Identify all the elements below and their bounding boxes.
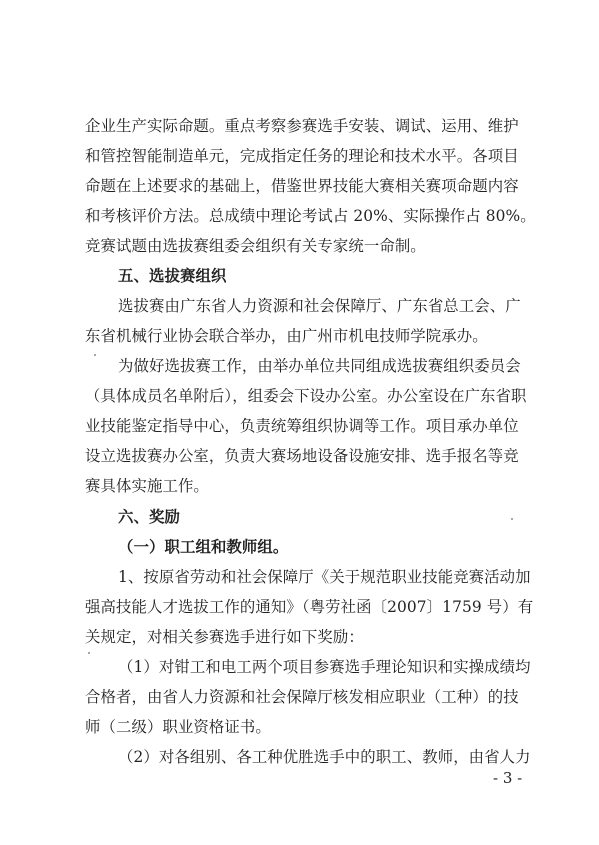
paragraph-line-item-2-a: （2）对各组别、各工种优胜选手中的职工、教师，由省人力 (118, 748, 531, 766)
paragraph-line-2: 和管控智能制造单元，完成指定任务的理论和技术水平。各项目 (85, 147, 519, 165)
paragraph-line-committee-5: 赛具体实施工作。 (85, 477, 209, 495)
paragraph-line-item-1-a: （1）对钳工和电工两个项目参赛选手理论知识和实操成绩均 (118, 658, 531, 676)
paragraph-line-rules-2: 强高技能人才选拔工作的通知》（粤劳社函〔2007〕1759 号）有 (85, 598, 534, 616)
page-number: - 3 - (493, 769, 523, 787)
paragraph-line-1: 企业生产实际命题。重点考察参赛选手安装、调试、运用、维护 (85, 117, 519, 135)
paragraph-line-item-1-c: 师（二级）职业资格证书。 (85, 718, 271, 736)
scan-speck (511, 518, 513, 520)
scan-speck (88, 652, 90, 654)
paragraph-line-3: 命题在上述要求的基础上，借鉴世界技能大赛相关赛项命题内容 (85, 177, 519, 195)
subsection-heading-staff-teacher-group: （一）职工组和教师组。 (118, 538, 289, 556)
section-heading-selection-organization: 五、选拔赛组织 (118, 267, 227, 285)
paragraph-line-organizers-1: 选拔赛由广东省人力资源和社会保障厅、广东省总工会、广 (118, 297, 521, 315)
paragraph-line-4: 和考核评价方法。总成绩中理论考试占 20%、实际操作占 80%。 (85, 207, 536, 225)
paragraph-line-item-1-b: 合格者，由省人力资源和社会保障厅核发相应职业（工种）的技 (85, 688, 519, 706)
paragraph-line-organizers-2: 东省机械行业协会联合举办，由广州市机电技师学院承办。 (85, 327, 488, 345)
scan-speck (94, 354, 96, 356)
paragraph-line-committee-2: （具体成员名单附后），组委会下设办公室。办公室设在广东省职 (85, 387, 527, 405)
paragraph-line-5: 竞赛试题由选拔赛组委会组织有关专家统一命制。 (85, 237, 426, 255)
paragraph-line-committee-4: 设立选拔赛办公室，负责大赛场地设备设施安排、选手报名等竞 (85, 447, 519, 465)
paragraph-line-rules-3: 关规定，对相关参赛选手进行如下奖励： (85, 628, 364, 646)
paragraph-line-rules-1: 1、按原省劳动和社会保障厅《关于规范职业技能竞赛活动加 (118, 568, 531, 586)
paragraph-line-committee-3: 业技能鉴定指导中心，负责统筹组织协调等工作。项目承办单位 (85, 417, 519, 435)
section-heading-rewards: 六、奖励 (118, 508, 180, 526)
paragraph-line-committee-1: 为做好选拔赛工作，由举办单位共同组成选拔赛组织委员会 (118, 357, 521, 375)
